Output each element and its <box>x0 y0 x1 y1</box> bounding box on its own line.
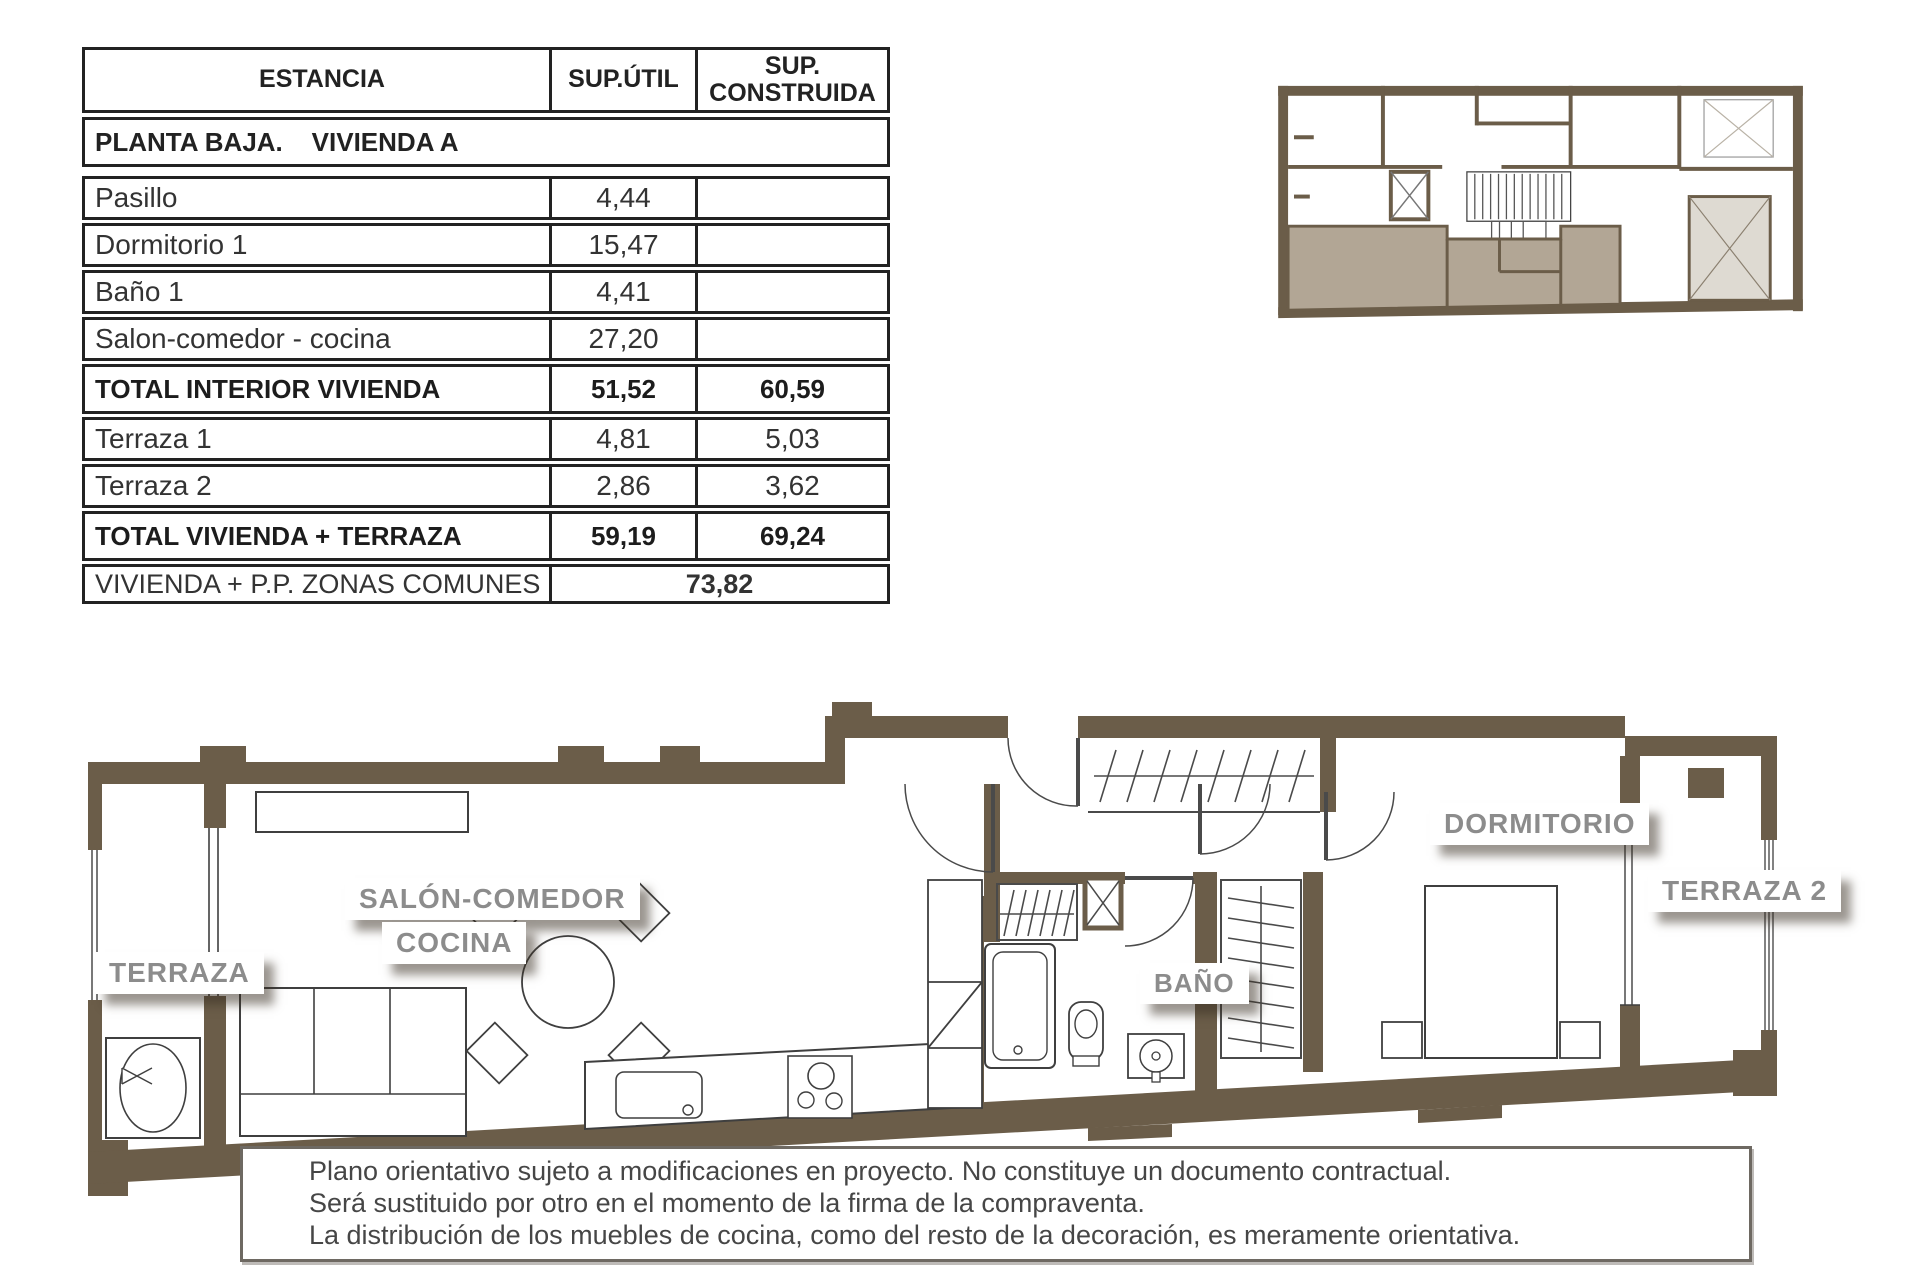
sup-util-value: 4,81 <box>549 420 695 458</box>
disclaimer-line: Plano orientativo sujeto a modificaciones en proyecto. No constituye un documento contractual. <box>309 1156 1452 1186</box>
washing-machine <box>106 1038 200 1138</box>
duct-shaft <box>1085 878 1121 928</box>
shower <box>985 944 1055 1068</box>
disclaimer-line: Será sustituido por otro en el momento de la firma de la compraventa. <box>309 1188 1145 1218</box>
table-row <box>82 317 890 361</box>
elevator-shaft <box>1391 172 1429 219</box>
table-row <box>82 417 890 461</box>
sup-util-value: 4,44 <box>549 179 695 217</box>
table-row <box>82 511 890 561</box>
kitchen-tall-units <box>928 880 982 1108</box>
table-row <box>82 176 890 220</box>
sup-construida-value <box>695 320 887 358</box>
label-cocina: COCINA <box>382 922 526 964</box>
building-key-plan <box>1262 78 1820 325</box>
label-dormitorio: DORMITORIO <box>1430 803 1649 845</box>
unit-highlight <box>1288 226 1620 310</box>
sup-util-value: 51,52 <box>549 367 695 411</box>
sup-construida-value: 3,62 <box>695 467 887 505</box>
sideboard <box>256 792 468 832</box>
sup-construida-value: 60,59 <box>695 367 887 411</box>
sup-util-value: 59,19 <box>549 514 695 558</box>
footer-value: 73,82 <box>549 567 887 601</box>
bed <box>1425 886 1557 1058</box>
footer-name: VIVIENDA + P.P. ZONAS COMUNES <box>95 568 541 599</box>
sup-construida-value <box>695 226 887 264</box>
col-header-estancia: ESTANCIA <box>259 65 385 94</box>
table-body <box>82 176 890 561</box>
sup-util-value: 2,86 <box>549 467 695 505</box>
vent-mark <box>122 1068 152 1084</box>
sup-construida-value: 5,03 <box>695 420 887 458</box>
room-name: Terraza 2 <box>95 470 212 501</box>
room-name: Dormitorio 1 <box>95 229 248 260</box>
sup-util-value: 27,20 <box>549 320 695 358</box>
lightwell <box>1704 100 1773 157</box>
washbasin <box>1128 1034 1184 1082</box>
room-name: TOTAL VIVIENDA + TERRAZA <box>95 520 462 551</box>
sup-construida-value <box>695 179 887 217</box>
room-name: Pasillo <box>95 182 178 213</box>
sup-construida-value: 69,24 <box>695 514 887 558</box>
toilet <box>1069 1002 1103 1066</box>
col-header-sup-construida: SUP. CONSTRUIDA <box>695 50 887 110</box>
label-bano: BAÑO <box>1140 963 1249 1004</box>
table-row <box>82 364 890 414</box>
room-name: Terraza 1 <box>95 423 212 454</box>
sup-util-value: 4,41 <box>549 273 695 311</box>
sup-util-value: 15,47 <box>549 226 695 264</box>
disclaimer-line: La distribución de los muebles de cocina, como del resto de la decoración, es meramente orientativa. <box>309 1220 1521 1250</box>
label-terraza2: TERRAZA 2 <box>1648 870 1841 912</box>
label-salon: SALÓN-COMEDOR <box>345 878 640 920</box>
room-name: Salon-comedor - cocina <box>95 323 391 354</box>
table-row <box>82 270 890 314</box>
table-section-row <box>82 117 890 167</box>
room-name: TOTAL INTERIOR VIVIENDA <box>95 373 441 404</box>
disclaimer-box <box>240 1146 1752 1262</box>
table-footer-row <box>82 564 890 604</box>
col-header-sup-util: SUP.ÚTIL <box>549 50 695 110</box>
table-row <box>82 223 890 267</box>
section-title: PLANTA BAJA. VIVIENDA A <box>95 126 459 157</box>
sofa <box>240 988 466 1136</box>
surface-table <box>82 47 890 604</box>
sup-construida-value <box>695 273 887 311</box>
room-name: Baño 1 <box>95 276 184 307</box>
patio <box>1689 197 1770 301</box>
table-row <box>82 464 890 508</box>
floorplan-svg <box>88 700 1798 1210</box>
label-terraza: TERRAZA <box>95 952 264 994</box>
table-header-row <box>82 47 890 113</box>
